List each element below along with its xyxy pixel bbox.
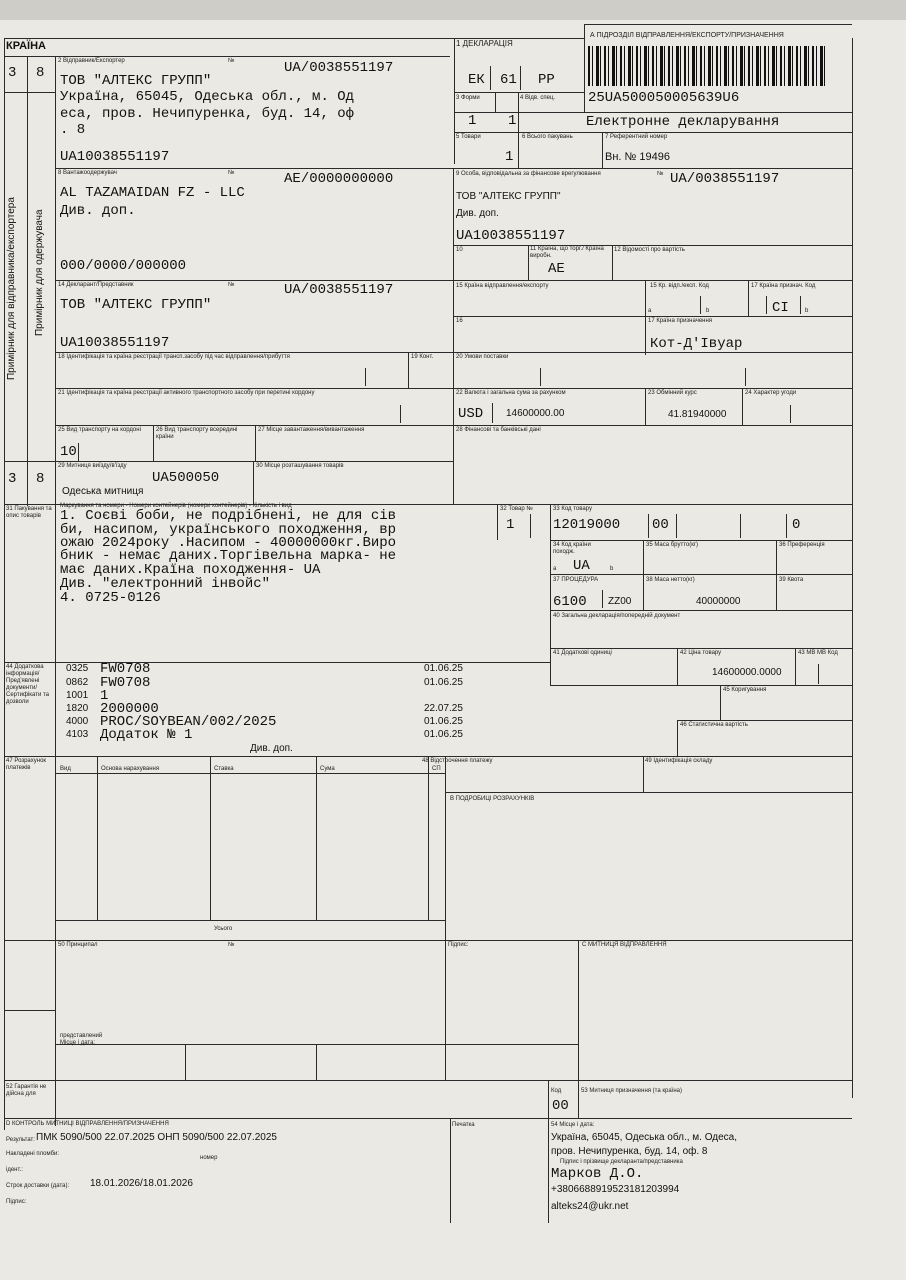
box15a-a: a: [648, 308, 652, 314]
box54-label: 54 Місце і дата:: [551, 1122, 595, 1128]
financial-id: UA10038551197: [456, 228, 566, 244]
commodity-sub: 00: [652, 517, 669, 533]
box14-label: 14 Декларант/Представник: [58, 282, 134, 288]
box26-label: 26 Вид транспорту всередині країни: [156, 427, 238, 440]
box21-label: 21 Ідентифікація та країна реєстрації активного транспортного засобу при перетині кордону: [58, 390, 315, 396]
declarant-address-1: Україна, 65045, Одеська обл., м. Одеса,: [551, 1132, 738, 1143]
goods-line-7: 4. 0725-0126: [60, 590, 161, 606]
declaration-type-2: 61: [500, 72, 517, 88]
boxD-label: D КОНТРОЛЬ МИТНИЦІ ВІДПРАВЛЕННЯ/ПРИЗНАЧЕННЯ: [6, 1121, 169, 1127]
declaration-type-1: ЕК: [468, 72, 485, 88]
declaration-label: 1 ДЕКЛАРАЦІЯ: [456, 39, 513, 48]
box34-a: a: [553, 566, 557, 572]
country-code-1: 3: [8, 65, 17, 81]
doc-code-4: 1820: [66, 703, 89, 714]
box23-label: 23 Обмінний курс: [648, 390, 697, 396]
financial-name: ТОВ "АЛТЕКС ГРУПП": [456, 191, 561, 202]
box50-label: 50 Принципал: [58, 942, 98, 948]
side-code-a: 3: [8, 471, 17, 487]
doc-date-1: 01.06.25: [424, 663, 463, 674]
box11-label: 11 Країна, що торг./ Країна виробн.: [530, 246, 604, 259]
box36-label: 36 Преференція: [779, 542, 825, 548]
box46-label: 46 Статистична вартість: [680, 722, 748, 728]
net-mass: 40000000: [696, 596, 741, 607]
col-base: Основа нарахування: [101, 766, 160, 772]
box38-label: 38 Маса нетто(кг): [646, 577, 695, 583]
goods-line-2: би, насипом, українського походження, вр: [60, 522, 397, 538]
declarant-id: UA10038551197: [60, 335, 170, 351]
consignee-line-1: AL TAZAMAIDAN FZ - LLC: [60, 185, 245, 201]
exporter-line-4: . 8: [60, 122, 86, 138]
delivery-term: 18.01.2026/18.01.2026: [90, 1178, 193, 1189]
col-type: Вид: [60, 766, 71, 772]
declarant-name: ТОВ "АЛТЕКС ГРУПП": [60, 297, 212, 313]
payments-total: Усього: [214, 926, 233, 932]
box15a-b: b: [706, 308, 710, 314]
box6-label: 6 Всього пакувань: [522, 134, 573, 140]
box20-label: 20 Умови поставки: [456, 354, 509, 360]
box15-label: 15 Країна відправлення/експорту: [456, 283, 549, 289]
country-code-2: 8: [36, 65, 45, 81]
doc-code-5: 4000: [66, 716, 89, 727]
goods-line-3: ожаю 2024року .Насипом - 40000000кг.Виро: [60, 535, 397, 551]
box37-label: 37 ПРОЦЕДУРА: [553, 577, 599, 583]
declarant-signatory: Марков Д.О.: [551, 1166, 644, 1182]
boxD-seals-label: Накладені пломби:: [6, 1151, 60, 1157]
box35-label: 35 Маса брутто(кг): [646, 542, 699, 548]
box33-label: 33 Код товару: [553, 506, 592, 512]
exporter-id: UA10038551197: [60, 149, 170, 165]
box39-label: 39 Квота: [779, 577, 804, 583]
box22-label: 22 Валюта і загальна сума за рахунком: [456, 390, 566, 396]
col-sp: СП: [432, 766, 441, 772]
doc-date-2: 01.06.25: [424, 677, 463, 688]
doc-number-5: PROC/SOYBEAN/002/2025: [100, 714, 277, 730]
box52-code-label: Код: [551, 1088, 562, 1094]
box3-label: 3 Форми: [456, 95, 480, 101]
exporter-line-1: ТОВ "АЛТЕКС ГРУПП": [60, 73, 212, 89]
boxD-ids-label: ідент.:: [6, 1167, 23, 1173]
customs-office-name: Одеська митниця: [62, 486, 144, 497]
doc-code-3: 1001: [66, 690, 89, 701]
control-result: ПМК 5090/500 22.07.2025 ОНП 5090/500 22.07.2025: [36, 1132, 277, 1143]
box45-label: 45 Коригування: [723, 687, 767, 693]
boxB-label: В ПОДРОБИЦІ РОЗРАХУНКІВ: [450, 796, 535, 802]
box34-label: 34 Код країни походж.: [553, 542, 591, 555]
boxD-number-label: номер: [200, 1155, 218, 1161]
box50-place: Місце і дата:: [60, 1040, 96, 1046]
box3-a: 1: [468, 113, 477, 129]
box25-label: 25 Вид транспорту на кордоні: [58, 427, 141, 433]
box9-no-label: №: [657, 171, 664, 177]
box3-b: 1: [508, 113, 517, 129]
doc-number-2: FW0708: [100, 675, 151, 691]
doc-number-4: 2000000: [100, 701, 159, 717]
doc-number-6: Додаток № 1: [100, 727, 193, 743]
doc-code-2: 0862: [66, 677, 89, 688]
customs-office-code: UA500050: [152, 470, 220, 486]
box28-label: 28 Фінансові та банківські дані: [456, 427, 541, 433]
sender-copy-label: Примірник для відправника/експортера: [6, 197, 17, 380]
declaration-type-3: РР: [538, 72, 555, 88]
declarant-email: alteks24@ukr.net: [551, 1201, 629, 1212]
consignee-code: AE/0000000000: [284, 171, 394, 187]
reference-number: Вн. № 19496: [605, 151, 670, 163]
box43-label: 43 МВ МВ Код: [798, 650, 838, 656]
doc-date-5: 01.06.25: [424, 716, 463, 727]
item-number: 1: [506, 517, 515, 533]
financial-code: UA/0038551197: [670, 171, 780, 187]
doc-date-6: 01.06.25: [424, 729, 463, 740]
commodity-code: 12019000: [553, 517, 621, 533]
guarantee-code: 00: [552, 1098, 569, 1114]
box10-label: 10: [456, 247, 463, 253]
consignee-id: 000/0000/000000: [60, 258, 187, 274]
box8-label: 8 Вантажоодержувач: [58, 170, 117, 176]
photo-edge-shade: [0, 0, 906, 20]
procedure-code: 6100: [553, 594, 587, 610]
doc-code-1: 0325: [66, 663, 89, 674]
box2-no-label: №: [228, 58, 235, 64]
side-code-b: 8: [36, 471, 45, 487]
boxD-sign-label: Підпис:: [6, 1199, 27, 1205]
boxD-term-label: Строк доставки (дата):: [6, 1183, 70, 1189]
box19-label: 19 Конт.: [411, 354, 434, 360]
box50-sign-label: Підпис:: [448, 942, 469, 948]
boxD-stamp-label: Печатка: [452, 1122, 475, 1128]
department-label: А ПІДРОЗДІЛ ВІДПРАВЛЕННЯ/ЕКСПОРТУ/ПРИЗНАЧЕННЯ: [590, 32, 784, 39]
exchange-rate: 41.81940000: [668, 409, 727, 420]
box50-no-label: №: [228, 942, 235, 948]
mrn-number: 25UA500050005639U6: [588, 90, 740, 106]
box42-label: 42 Ціна товару: [680, 650, 722, 656]
goods-line-4: бник - немає даних.Торгівельна марка- не: [60, 548, 397, 564]
exporter-code: UA/0038551197: [284, 60, 394, 76]
invoice-amount: 14600000.00: [506, 408, 565, 419]
col-sum: Сума: [320, 766, 335, 772]
box27-label: 27 Місце завантаження/вивантаження: [258, 427, 365, 433]
doc-more: Див. доп.: [250, 743, 293, 754]
col-rate: Ставка: [214, 766, 234, 772]
box41-label: 41 Додаткові одиниці: [553, 650, 612, 656]
box53-label: 53 Митниця призначення (та країна): [581, 1088, 682, 1094]
destination-country: Кот-Д'Івуар: [650, 336, 743, 352]
box17a-label: 17 Країна признач. Код: [751, 283, 816, 289]
exporter-line-3: еса, пров. Нечипуренка, буд. 14, оф: [60, 106, 355, 122]
declarant-phone: +3806688919523181203994: [551, 1184, 680, 1195]
declarant-address-2: пров. Нечипуренка, буд. 14, оф. 8: [551, 1146, 708, 1157]
box18-label: 18 Ідентифікація та країна реєстрації трансп.засобу під час відправлення/прибуття: [58, 354, 290, 360]
box17-label: 17 Країна призначення: [648, 318, 713, 324]
consignee-line-2: Див. доп.: [60, 203, 136, 219]
box16-label: 16: [456, 318, 463, 324]
box52-label: 52 Гарантія не дійсна для: [6, 1084, 47, 1097]
box17a-b: b: [805, 308, 809, 314]
box29-label: 29 Митниця виїзду/в'їзду: [58, 463, 127, 469]
doc-date-4: 22.07.25: [424, 703, 463, 714]
box5-value: 1: [505, 149, 514, 165]
box14-no-label: №: [228, 282, 235, 288]
item-price: 14600000.0000: [712, 667, 782, 678]
box48-label: 48 Відстрочення платежу: [422, 758, 493, 764]
trade-country: AE: [548, 261, 565, 277]
box34-b: b: [610, 566, 614, 572]
doc-number-1: FW0708: [100, 661, 151, 677]
currency: USD: [458, 406, 484, 422]
box32-label: 32 Товар №: [500, 506, 533, 512]
box31-label: 31 Пакування та опис товарів: [6, 506, 52, 519]
box8-no-label: №: [228, 170, 235, 176]
box44-label: 44 Додаткова інформація/ Пред'явлені документи/ Сертифікати та дозволи: [6, 664, 49, 705]
box31-sub: Маркування та номери - Номери контейнерів (номери контейнерів) - Кількість і вид: [60, 503, 292, 509]
goods-line-5: має даних.Країна походження- UA: [60, 562, 321, 578]
box4-label: 4 Відв. спец.: [520, 95, 556, 101]
goods-line-1: 1. Соєві боби, не подрібнені, не для сів: [60, 508, 397, 524]
box9-label: 9 Особа, відповідальна за фінансове врегулювання: [456, 171, 601, 177]
box50-rep: представлений: [60, 1033, 103, 1039]
box15a-label: 15 Кр. відп./експ. Код: [650, 283, 709, 289]
goods-line-6: Див. "електронний інвойс": [60, 576, 271, 592]
boxD-result-label: Результат:: [6, 1137, 35, 1143]
box54-sign-label: Підпис і прізвище декларанта/представника: [560, 1159, 683, 1165]
box2-label: 2 Відправник/Експортер: [58, 58, 125, 64]
origin-country: UA: [573, 558, 590, 574]
box30-label: 30 Місце розташування товарів: [256, 463, 344, 469]
box12-label: 12 Відомості про вартість: [614, 247, 685, 253]
barcode: [588, 46, 828, 86]
exporter-line-2: Україна, 65045, Одеська обл., м. Од: [60, 89, 355, 105]
destination-code: CI: [772, 300, 789, 316]
box7-label: 7 Референтний номер: [605, 134, 668, 140]
box40-label: 40 Загальна декларація/попередній документ: [553, 613, 681, 619]
commodity-last: 0: [792, 517, 801, 533]
box24-label: 24 Характер угоди: [745, 390, 797, 396]
country-label: КРАЇНА: [6, 40, 46, 52]
boxC-label: С МИТНИЦЯ ВІДПРАВЛЕННЯ: [582, 942, 667, 948]
doc-code-6: 4103: [66, 729, 89, 740]
box5-label: 5 Товари: [456, 134, 481, 140]
transport-type: 10: [60, 444, 77, 460]
doc-number-3: 1: [100, 688, 109, 704]
declarant-code: UA/0038551197: [284, 282, 394, 298]
box49-label: 49 Ідентифікація складу: [645, 758, 713, 764]
receiver-copy-label: Примірник для одержувача: [34, 209, 45, 336]
financial-extra: Див. доп.: [456, 208, 499, 219]
electronic-declaration: Електронне декларування: [586, 114, 780, 130]
box47-label: 47 Розрахунок платежів: [6, 758, 47, 771]
procedure-sub: ZZ00: [608, 596, 632, 607]
